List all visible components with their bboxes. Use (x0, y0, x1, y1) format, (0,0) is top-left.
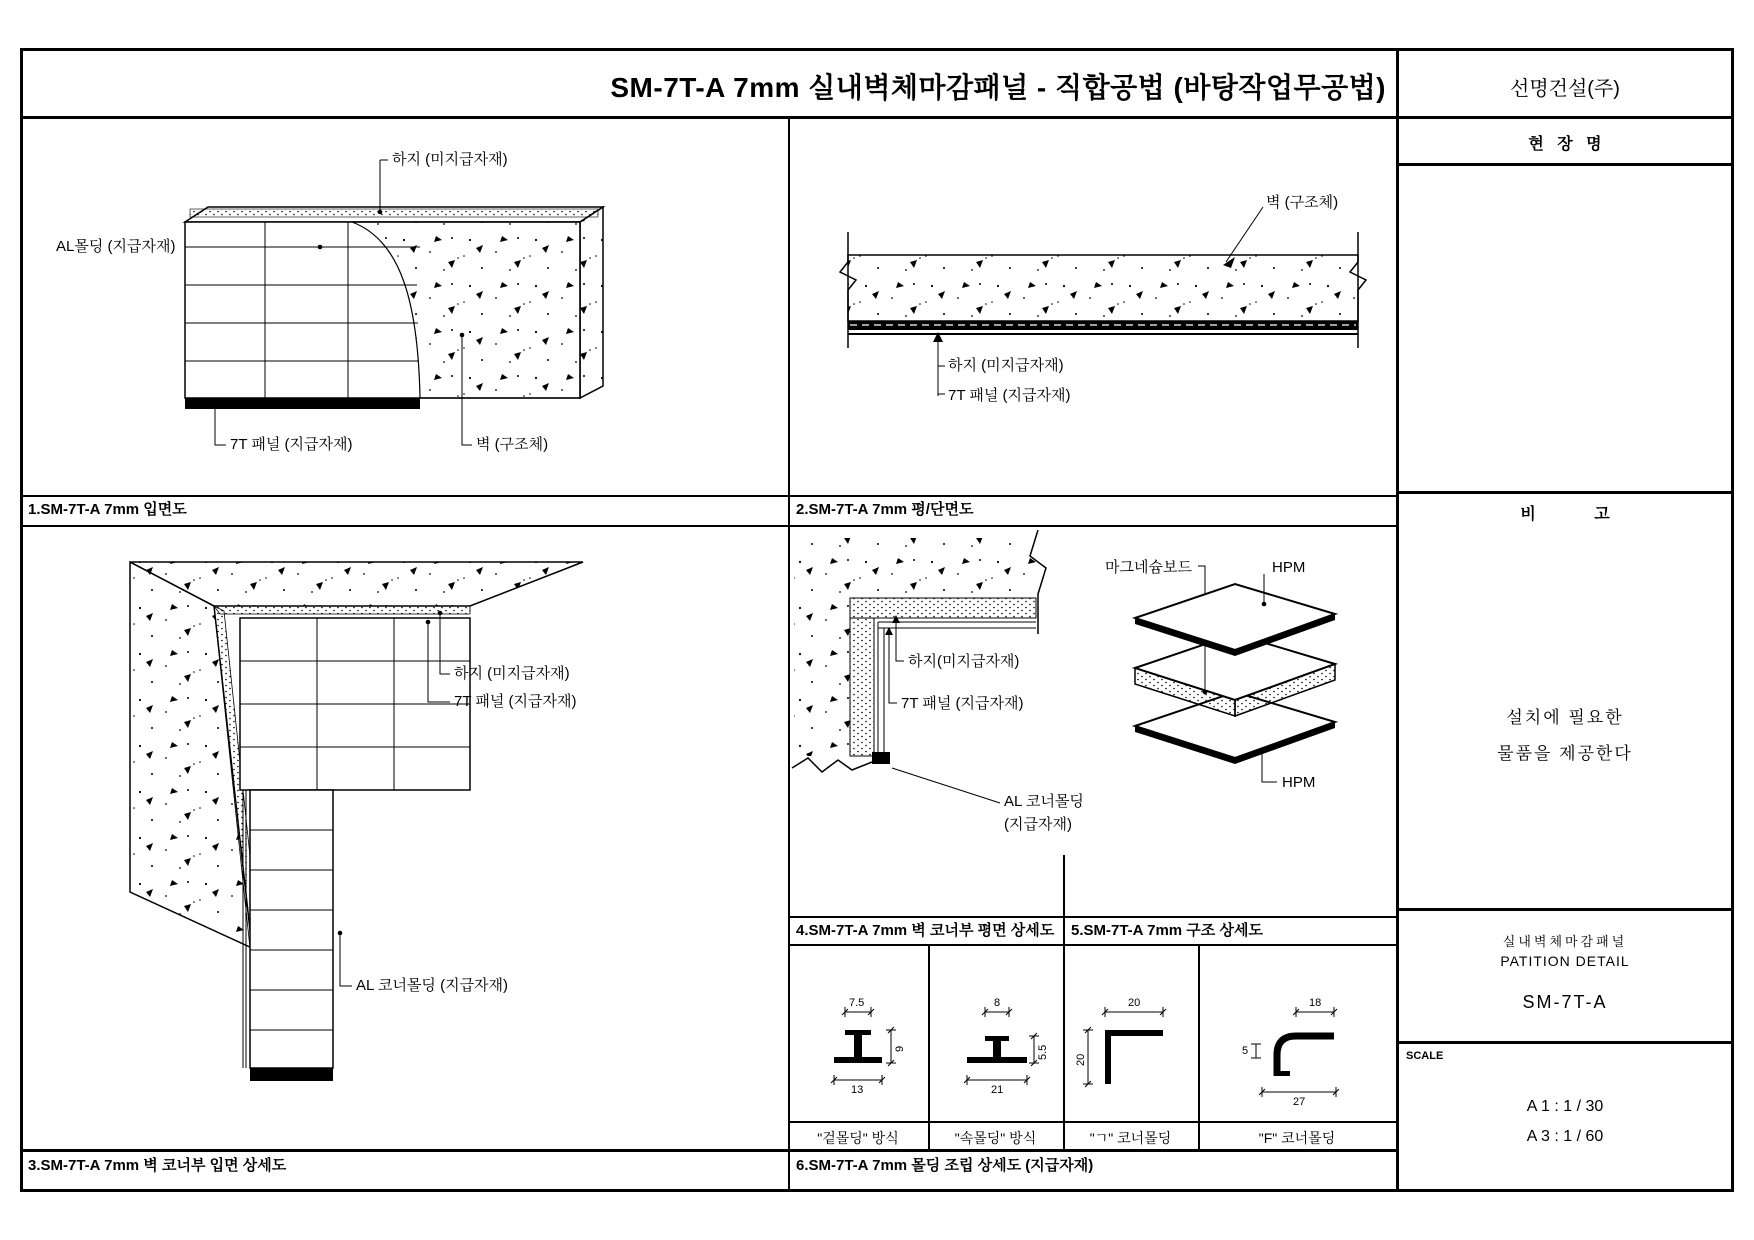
remark-label: 비 고 (1520, 506, 1610, 523)
section-title-4: 4.SM-7T-A 7mm 벽 코너부 평면 상세도 (796, 922, 1055, 939)
label-wall-panel1: 벽 (구조체) (476, 436, 549, 453)
dim-p4-side: 5 (1242, 1045, 1249, 1057)
remark-note-line2: 물품을 제공한다 (1497, 744, 1633, 763)
section-title-2: 2.SM-7T-A 7mm 평/단면도 (796, 501, 974, 518)
dim-p2-side: 5.5 (1037, 1044, 1049, 1060)
label-hpm-bottom: HPM (1282, 774, 1316, 791)
strip45-top-line (788, 916, 1396, 918)
scale-value-a1: A 1 : 1 / 30 (1526, 1098, 1604, 1115)
info-line-1 (1396, 163, 1731, 166)
label-haji-panel1: 하지 (미지급자재) (392, 151, 508, 168)
label-7t-panel3: 7T 패널 (지급자재) (454, 693, 577, 710)
remark-note-line1: 설치에 필요한 (1506, 708, 1624, 727)
label-7t-panel2: 7T 패널 (지급자재) (948, 387, 1071, 404)
scale-value-a3: A 3 : 1 / 60 (1526, 1128, 1604, 1145)
corner-plan-detail-drawing (790, 530, 1063, 916)
section-title-5: 5.SM-7T-A 7mm 구조 상세도 (1071, 922, 1263, 939)
sheet-title: SM-7T-A 7mm 실내벽체마감패널 - 직합공법 (바탕작업무공법) (610, 72, 1386, 103)
dim-p1-side: 9 (894, 1045, 906, 1052)
dim-p4-bottom: 27 (1293, 1096, 1306, 1108)
profile-name-2: "속몰딩" 방식 (954, 1130, 1037, 1146)
label-corner-molding-panel4-2: (지급자재) (1004, 816, 1072, 833)
label-7t-panel1: 7T 패널 (지급자재) (230, 436, 353, 453)
dim-p3-side: 20 (1075, 1053, 1087, 1066)
profile-label-strip-line (788, 1121, 1396, 1123)
structure-detail-drawing (1065, 530, 1396, 916)
section-title-1: 1.SM-7T-A 7mm 입면도 (28, 501, 187, 518)
dim-p1-bottom: 13 (851, 1084, 864, 1096)
bottom-strip-line (20, 1149, 1396, 1152)
site-name-label: 현 장 명 (1528, 136, 1602, 153)
molding-profiles-drawing (790, 946, 1396, 1121)
label-haji-panel2: 하지 (미지급자재) (948, 357, 1064, 374)
scale-label: SCALE (1406, 1050, 1444, 1062)
corner-elevation-drawing (20, 527, 788, 1149)
info-column-divider (1396, 48, 1399, 1192)
label-wall-panel2: 벽 (구조체) (1266, 194, 1339, 211)
profile-name-3: "ㄱ" 코너몰딩 (1089, 1130, 1172, 1146)
sheet-border-top (20, 48, 1734, 51)
plan-section-drawing (790, 118, 1396, 495)
elevation-drawing (20, 118, 788, 495)
label-magnesium-board: 마그네슘보드 (1105, 559, 1192, 576)
dim-p2-bottom: 21 (991, 1084, 1004, 1096)
strip1-top-line (20, 495, 1396, 497)
project-name-kr: 실내벽체마감패널 (1502, 934, 1628, 949)
info-line-2 (1396, 491, 1731, 494)
dim-p3-top: 20 (1128, 997, 1141, 1009)
label-al-molding-panel1: AL몰딩 (지급자재) (56, 238, 176, 255)
profile-name-1: "겉몰딩" 방식 (817, 1130, 899, 1146)
dim-p2-top: 8 (994, 997, 1001, 1009)
label-corner-molding-panel4: AL 코너몰딩 (1004, 793, 1084, 810)
project-name-en: PATITION DETAIL (1500, 953, 1630, 969)
label-corner-molding-panel3: AL 코너몰딩 (지급자재) (356, 977, 509, 994)
sheet-border-right (1731, 48, 1734, 1192)
info-line-4 (1396, 1041, 1731, 1044)
section-title-3: 3.SM-7T-A 7mm 벽 코너부 입면 상세도 (28, 1157, 287, 1174)
label-haji-panel3: 하지 (미지급자재) (454, 665, 570, 682)
label-hpm-top: HPM (1272, 559, 1306, 576)
company-name: 선명건설(주) (1510, 78, 1620, 100)
dim-p1-top: 7.5 (849, 997, 865, 1009)
sheet-border-bottom (20, 1189, 1734, 1192)
label-7t-panel4: 7T 패널 (지급자재) (901, 695, 1024, 712)
section-title-6: 6.SM-7T-A 7mm 몰딩 조립 상세도 (지급자재) (796, 1157, 1094, 1174)
profile-name-4: "F" 코너몰딩 (1258, 1130, 1336, 1146)
info-line-3 (1396, 908, 1731, 911)
label-haji-panel4: 하지(미지급자재) (908, 653, 1020, 670)
drawing-code: SM-7T-A (1522, 992, 1608, 1012)
dim-p4-top: 18 (1309, 997, 1322, 1009)
